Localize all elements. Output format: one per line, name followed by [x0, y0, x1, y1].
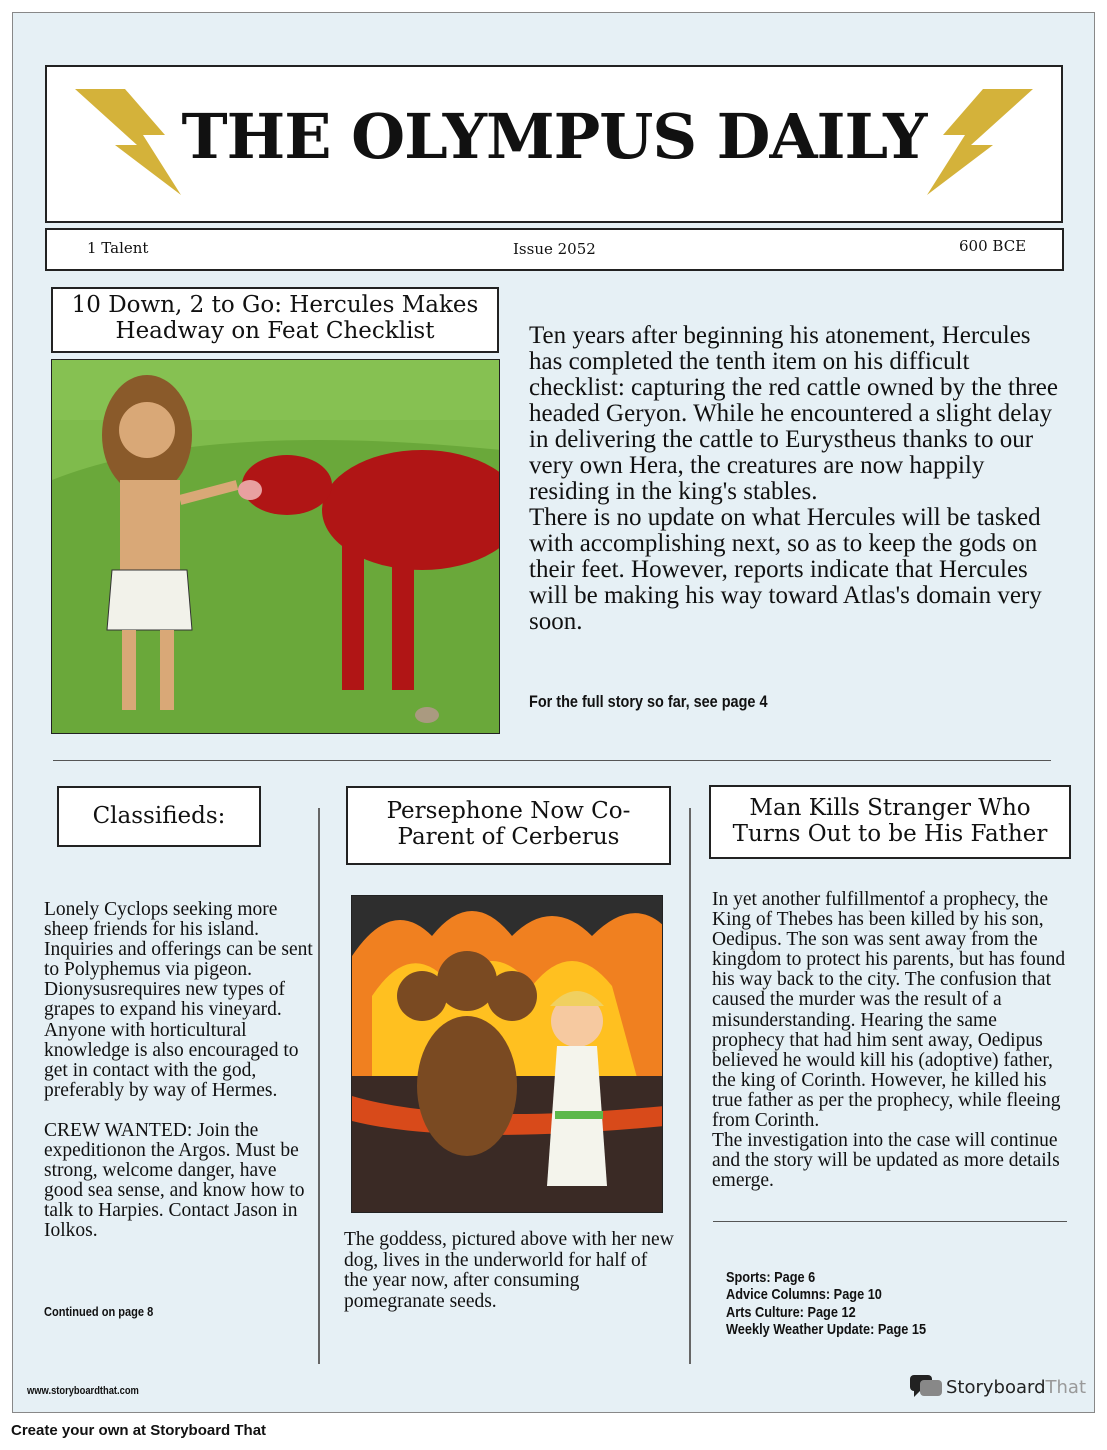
classified-ad: Dionysusrequires new types of grapes to expand his vineyard. Anyone with horticultural knowledge is also encouraged to get in contact with the god, preferably by way of Hermes.: [44, 979, 299, 1101]
oedipus-headline: Man Kills Stranger Who Turns Out to be His Father: [709, 785, 1071, 859]
masthead: [45, 65, 1063, 223]
oedipus-divider: [713, 1221, 1067, 1222]
storyboardthat-logo[interactable]: [910, 1374, 1086, 1400]
section-divider: [53, 760, 1051, 761]
masthead-title: THE OLYMPUS DAILY: [181, 100, 927, 173]
persephone-figure: [547, 991, 607, 1186]
logo-text-b: That: [1045, 1376, 1087, 1398]
column-divider: [689, 808, 691, 1364]
classifieds-heading: Classifieds:: [57, 786, 261, 847]
index-item[interactable]: Sports: Page 6: [726, 1269, 816, 1286]
info-bar: [45, 228, 1064, 271]
lightning-bolt-icon: [923, 87, 1033, 197]
cerberus-image: [351, 895, 663, 1213]
lead-footnote[interactable]: For the full story so far, see page 4: [529, 692, 768, 711]
oedipus-article: [712, 890, 1072, 1191]
date: 600 BCE: [959, 237, 1027, 255]
create-your-own-link[interactable]: Create your own at Storyboard That: [11, 1422, 267, 1439]
oedipus-paragraph: In yet another fulfillmentof a prophecy, the King of Thebes has been killed by his son, Oedipus. The son was sent away from the kingdom to protect his parents, but has found his way back to the city. The confusion that caused the murder was the result of a misunderstanding. Hearing the same prophecy that had him sent away, Oedipus believed he would kill his (adoptive) father, the king of Corinth. However, he killed his true father as per the prophecy, while fleeing from Corinth.: [712, 889, 1066, 1132]
hercules-image: [51, 359, 500, 734]
footer-url[interactable]: www.storyboardthat.com: [27, 1385, 139, 1397]
speech-bubbles-icon: [910, 1375, 942, 1399]
classifieds-footnote[interactable]: Continued on page 8: [44, 1304, 154, 1319]
lead-article: [529, 323, 1059, 635]
lead-paragraph: Ten years after beginning his atonement, Hercules has completed the tenth item on his difficult checklist: capturing the red cattle owned by the three headed Geryon. While he encountered a slight delay in delivering the cattle to Eurystheus thanks to our very own Hera, the creatures are now happily residing in the king's stables.: [529, 322, 1058, 505]
persephone-headline: Persephone Now Co-Parent of Cerberus: [346, 786, 671, 865]
lead-paragraph: There is no update on what Hercules will be tasked with accomplishing next, so as to keep the gods on their feet. However, reports indicate that Hercules will be making his way toward Atlas's domain very soon.: [529, 504, 1042, 635]
classified-ad: Lonely Cyclops seeking more sheep friends for his island. Inquiries and offerings can be sent to Polyphemus via pigeon.: [44, 899, 313, 981]
persephone-caption: The goddess, pictured above with her new dog, lives in the underworld for half of the year now, after consuming pomegranate seeds.: [344, 1229, 674, 1312]
index-item[interactable]: Advice Columns: Page 10: [726, 1286, 882, 1304]
oedipus-paragraph: The investigation into the case will continue and the story will be updated as more details emerge.: [712, 1130, 1060, 1192]
logo-text-a: Storyboard: [946, 1376, 1046, 1398]
section-index: [726, 1269, 926, 1338]
issue-number: Issue 2052: [513, 240, 596, 258]
index-item[interactable]: Weekly Weather Update: Page 15: [726, 1320, 927, 1338]
classified-ad: CREW WANTED: Join the expeditionon the Argos. Must be strong, welcome danger, have good sea sense, and know how to talk to Harpies. Contact Jason in Iolkos.: [44, 1119, 305, 1242]
index-item[interactable]: Arts Culture: Page 12: [726, 1303, 856, 1321]
classifieds-text: [44, 900, 314, 1242]
price: 1 Talent: [87, 239, 149, 257]
lead-headline: 10 Down, 2 to Go: Hercules Makes Headway on Feat Checklist: [51, 287, 499, 353]
column-divider: [318, 808, 320, 1364]
